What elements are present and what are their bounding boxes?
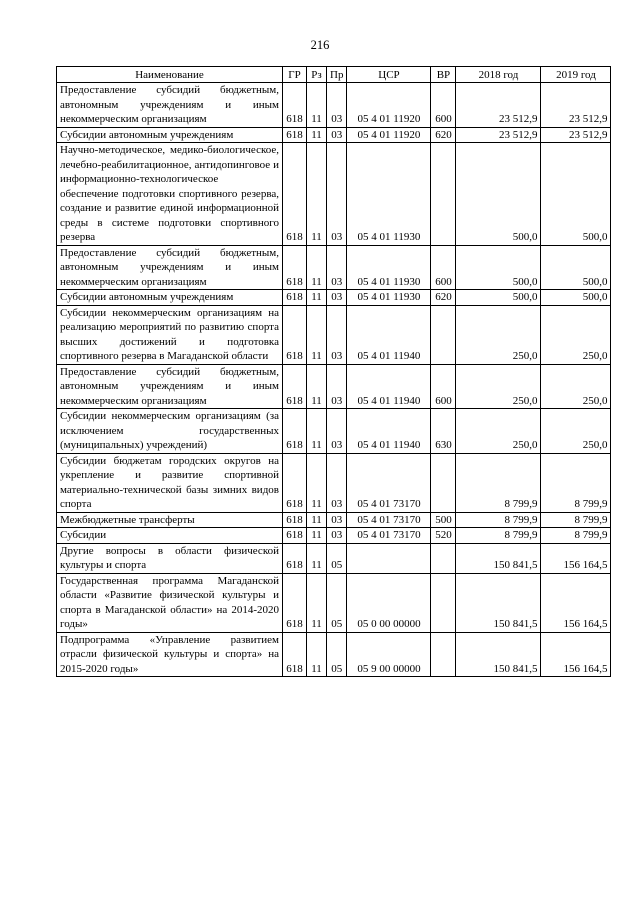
cell-pr: 05	[327, 632, 347, 677]
page-number: 216	[310, 38, 330, 52]
cell-vr	[431, 453, 456, 512]
cell-2018: 250,0	[456, 409, 541, 454]
cell-gr: 618	[283, 290, 307, 306]
cell-2019: 500,0	[541, 290, 611, 306]
cell-2018: 500,0	[456, 290, 541, 306]
cell-vr: 520	[431, 528, 456, 544]
cell-rz: 11	[307, 83, 327, 128]
cell-2019: 500,0	[541, 143, 611, 246]
cell-name: Научно-методическое, медико-биологическое, лечебно-реабилитационное, антидопинговое и информационно-технологическое обеспечение подготовки спортивного резерва, создание и развитие единой информационной среды в системе подготовки спортивного резерва	[57, 143, 283, 246]
table-row	[57, 573, 611, 632]
cell-gr: 618	[283, 305, 307, 364]
table-row	[57, 245, 611, 290]
table-row	[57, 632, 611, 677]
table-row	[57, 305, 611, 364]
cell-name: Субсидии бюджетам городских округов на укрепление и развитие спортивной материально-технической базы зимних видов спорта	[57, 453, 283, 512]
cell-2019: 250,0	[541, 305, 611, 364]
cell-2019: 500,0	[541, 245, 611, 290]
cell-pr: 03	[327, 245, 347, 290]
cell-vr: 600	[431, 245, 456, 290]
cell-pr: 03	[327, 364, 347, 409]
cell-2019: 23 512,9	[541, 83, 611, 128]
cell-name: Государственная программа Магаданской области «Развитие физической культуры и спорта в Магаданской области» на 2014-2020 годы»	[57, 573, 283, 632]
table-body	[57, 83, 611, 677]
cell-rz: 11	[307, 528, 327, 544]
cell-2019: 8 799,9	[541, 453, 611, 512]
cell-vr: 600	[431, 83, 456, 128]
cell-2019: 8 799,9	[541, 528, 611, 544]
header-row	[57, 67, 611, 83]
cell-2018: 150 841,5	[456, 573, 541, 632]
cell-csr: 05 0 00 00000	[347, 573, 431, 632]
table-row	[57, 409, 611, 454]
cell-2018: 8 799,9	[456, 512, 541, 528]
cell-rz: 11	[307, 127, 327, 143]
cell-gr: 618	[283, 245, 307, 290]
cell-csr: 05 4 01 73170	[347, 528, 431, 544]
cell-name: Подпрограмма «Управление развитием отрасли физической культуры и спорта» на 2015-2020 годы»	[57, 632, 283, 677]
cell-csr: 05 4 01 73170	[347, 453, 431, 512]
cell-2019: 8 799,9	[541, 512, 611, 528]
cell-2019: 156 164,5	[541, 543, 611, 573]
cell-pr: 03	[327, 143, 347, 246]
cell-vr: 620	[431, 127, 456, 143]
cell-2018: 500,0	[456, 245, 541, 290]
budget-table	[56, 66, 611, 677]
cell-name: Субсидии некоммерческим организациям на реализацию мероприятий по развитию спорта высших достижений и подготовка спортивного резерва в Магаданской области	[57, 305, 283, 364]
cell-2019: 250,0	[541, 409, 611, 454]
cell-2018: 23 512,9	[456, 83, 541, 128]
header-csr: ЦСР	[347, 67, 431, 83]
cell-rz: 11	[307, 245, 327, 290]
cell-pr: 03	[327, 83, 347, 128]
cell-gr: 618	[283, 453, 307, 512]
header-pr: Пр	[327, 67, 347, 83]
cell-rz: 11	[307, 512, 327, 528]
cell-2018: 23 512,9	[456, 127, 541, 143]
cell-vr	[431, 143, 456, 246]
table-row	[57, 543, 611, 573]
cell-2019: 23 512,9	[541, 127, 611, 143]
cell-gr: 618	[283, 143, 307, 246]
cell-vr: 620	[431, 290, 456, 306]
cell-vr	[431, 573, 456, 632]
table-row	[57, 83, 611, 128]
cell-2018: 8 799,9	[456, 453, 541, 512]
cell-name: Предоставление субсидий бюджетным, автономным учреждениям и иным некоммерческим организациям	[57, 364, 283, 409]
cell-csr: 05 4 01 73170	[347, 512, 431, 528]
cell-vr	[431, 632, 456, 677]
cell-rz: 11	[307, 364, 327, 409]
cell-csr: 05 9 00 00000	[347, 632, 431, 677]
cell-rz: 11	[307, 632, 327, 677]
cell-gr: 618	[283, 543, 307, 573]
table-row	[57, 364, 611, 409]
cell-gr: 618	[283, 573, 307, 632]
cell-csr: 05 4 01 11930	[347, 290, 431, 306]
table-row	[57, 143, 611, 246]
header-vr: ВР	[431, 67, 456, 83]
table-row	[57, 528, 611, 544]
cell-rz: 11	[307, 409, 327, 454]
header-2019: 2019 год	[541, 67, 611, 83]
header-gr: ГР	[283, 67, 307, 83]
cell-pr: 03	[327, 453, 347, 512]
cell-gr: 618	[283, 512, 307, 528]
cell-csr: 05 4 01 11930	[347, 143, 431, 246]
cell-2018: 250,0	[456, 305, 541, 364]
cell-csr: 05 4 01 11940	[347, 409, 431, 454]
cell-2019: 250,0	[541, 364, 611, 409]
cell-pr: 05	[327, 543, 347, 573]
cell-name: Субсидии	[57, 528, 283, 544]
header-name: Наименование	[57, 67, 283, 83]
cell-gr: 618	[283, 83, 307, 128]
cell-rz: 11	[307, 305, 327, 364]
cell-name: Субсидии автономным учреждениям	[57, 127, 283, 143]
header-2018: 2018 год	[456, 67, 541, 83]
cell-vr: 600	[431, 364, 456, 409]
cell-name: Субсидии некоммерческим организациям (за исключением государственных (муниципальных) учреждений)	[57, 409, 283, 454]
cell-pr: 03	[327, 127, 347, 143]
table-row	[57, 512, 611, 528]
cell-rz: 11	[307, 453, 327, 512]
cell-pr: 03	[327, 409, 347, 454]
cell-2019: 156 164,5	[541, 632, 611, 677]
cell-pr: 05	[327, 573, 347, 632]
cell-vr: 500	[431, 512, 456, 528]
cell-pr: 03	[327, 290, 347, 306]
cell-csr: 05 4 01 11920	[347, 83, 431, 128]
table-row	[57, 453, 611, 512]
cell-pr: 03	[327, 305, 347, 364]
table-row	[57, 290, 611, 306]
cell-2018: 150 841,5	[456, 543, 541, 573]
cell-name: Межбюджетные трансферты	[57, 512, 283, 528]
cell-name: Другие вопросы в области физической культуры и спорта	[57, 543, 283, 573]
cell-gr: 618	[283, 409, 307, 454]
cell-name: Предоставление субсидий бюджетным, автономным учреждениям и иным некоммерческим организациям	[57, 245, 283, 290]
cell-gr: 618	[283, 127, 307, 143]
cell-pr: 03	[327, 512, 347, 528]
cell-gr: 618	[283, 528, 307, 544]
cell-name: Субсидии автономным учреждениям	[57, 290, 283, 306]
cell-csr: 05 4 01 11920	[347, 127, 431, 143]
table-row	[57, 127, 611, 143]
cell-pr: 03	[327, 528, 347, 544]
cell-2018: 250,0	[456, 364, 541, 409]
cell-2018: 8 799,9	[456, 528, 541, 544]
cell-2019: 156 164,5	[541, 573, 611, 632]
cell-vr	[431, 543, 456, 573]
cell-csr: 05 4 01 11930	[347, 245, 431, 290]
cell-csr: 05 4 01 11940	[347, 364, 431, 409]
cell-2018: 500,0	[456, 143, 541, 246]
cell-vr: 630	[431, 409, 456, 454]
cell-2018: 150 841,5	[456, 632, 541, 677]
cell-csr	[347, 543, 431, 573]
cell-vr	[431, 305, 456, 364]
cell-gr: 618	[283, 632, 307, 677]
cell-rz: 11	[307, 290, 327, 306]
header-rz: Рз	[307, 67, 327, 83]
cell-gr: 618	[283, 364, 307, 409]
cell-rz: 11	[307, 573, 327, 632]
cell-csr: 05 4 01 11940	[347, 305, 431, 364]
cell-name: Предоставление субсидий бюджетным, автономным учреждениям и иным некоммерческим организациям	[57, 83, 283, 128]
cell-rz: 11	[307, 543, 327, 573]
cell-rz: 11	[307, 143, 327, 246]
